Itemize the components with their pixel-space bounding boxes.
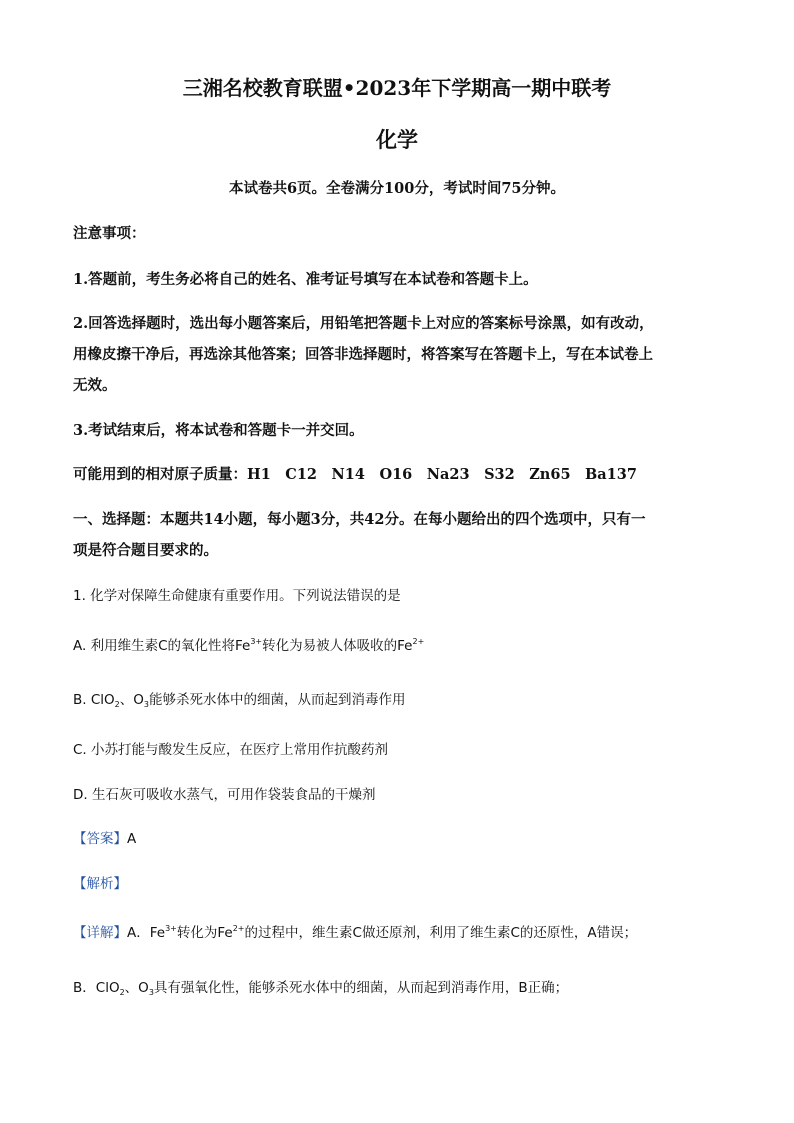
- notes-heading: 注意事项：: [73, 225, 146, 242]
- option-a-text: A. 利用维生素C的氧化性将Fe: [73, 638, 251, 654]
- detail-a-text: A．Fe: [127, 925, 166, 941]
- option-b-text-mid: 、O: [119, 692, 144, 708]
- analysis-label: 【解析】: [73, 876, 127, 892]
- option-a-text-mid: 转化为易被人体吸收的Fe: [262, 638, 413, 654]
- answer-label: 【答案】: [73, 831, 127, 847]
- atomic-masses: 可能用到的相对原子质量：H1 C12 N14 O16 Na23 S32 Zn65 Ba137: [73, 466, 637, 483]
- detail-b-text-mid: 、O: [124, 980, 149, 996]
- option-b-text-post: 能够杀死水体中的细菌，从而起到消毒作用: [148, 692, 406, 708]
- note-item-2-line2: 用橡皮擦干净后，再选涂其他答案；回答非选择题时，将答案写在答题卡上，写在本试卷上: [73, 346, 653, 363]
- section-heading-line2: 项是符合题目要求的。: [73, 542, 218, 559]
- superscript: 2+: [232, 924, 245, 933]
- option-c: C. 小苏打能与酸发生反应，在医疗上常用作抗酸药剂: [73, 742, 389, 758]
- detail-b-text-post: 具有强氧化性，能够杀死水体中的细菌，从而起到消毒作用，B正确；: [153, 980, 569, 996]
- note-item-2-line3: 无效。: [73, 377, 117, 394]
- superscript: 3+: [165, 924, 177, 933]
- question-1-stem: 1. 化学对保障生命健康有重要作用。下列说法错误的是: [73, 588, 401, 604]
- detail-a-text-mid: 转化为Fe: [176, 925, 233, 941]
- detail-a-text-post: 的过程中，维生素C做还原剂，利用了维生素C的还原性，A错误；: [244, 925, 638, 941]
- detail-a: [73, 921, 637, 941]
- exam-title: 三湘名校教育联盟•2023年下学期高一期中联考: [182, 76, 612, 100]
- answer-value: A: [127, 831, 137, 847]
- section-heading-line1: 一、选择题：本题共14小题，每小题3分，共42分。在每小题给出的四个选项中，只有一: [73, 511, 646, 528]
- option-b: [73, 688, 405, 709]
- note-item-1: 1.答题前，考生务必将自己的姓名、准考证号填写在本试卷和答题卡上。: [73, 271, 538, 288]
- detail-b: [73, 976, 568, 997]
- option-b-text: B. ClO: [73, 692, 115, 708]
- answer-line: [73, 827, 136, 847]
- note-item-2-line1: 2.回答选择题时，选出每小题答案后，用铅笔把答题卡上对应的答案标号涂黑，如有改动，: [73, 315, 654, 332]
- note-item-3: 3.考试结束后，将本试卷和答题卡一并交回。: [73, 422, 364, 439]
- subject-title: 化学: [376, 127, 418, 152]
- option-a: [73, 634, 424, 654]
- superscript: 3+: [250, 637, 263, 646]
- option-d: D. 生石灰可吸收水蒸气，可用作袋装食品的干燥剂: [73, 787, 376, 803]
- exam-info: 本试卷共6页。全卷满分100分，考试时间75分钟。: [228, 180, 566, 197]
- detail-b-text: B．ClO: [73, 980, 120, 996]
- subscript: 3: [148, 988, 154, 997]
- subscript: 3: [143, 700, 149, 709]
- detail-label: 【详解】: [73, 925, 127, 941]
- subscript: 2: [114, 700, 120, 709]
- superscript: 2+: [412, 637, 425, 646]
- subscript: 2: [119, 988, 125, 997]
